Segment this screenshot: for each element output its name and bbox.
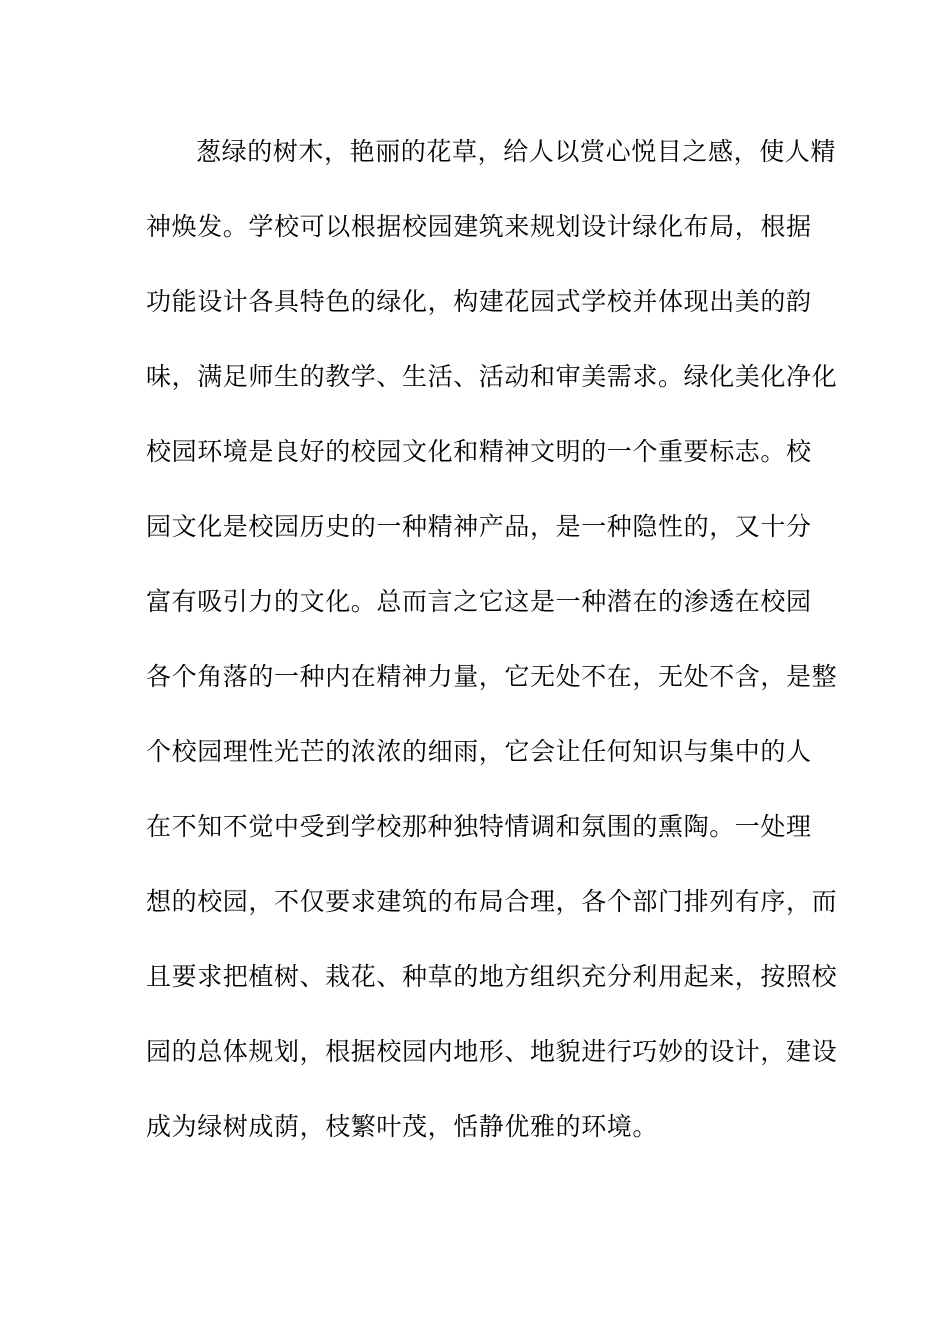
paragraph-line: 园文化是校园历史的一种精神产品，是一种隐性的，又十分 [146,512,812,541]
paragraph-line: 且要求把植树、栽花、种草的地方组织充分利用起来，按照校 [146,962,838,991]
body-paragraph [146,130,838,1180]
paragraph-line: 葱绿的树木，艳丽的花草，给人以赏心悦目之感，使人精 [196,137,837,166]
paragraph-line: 园的总体规划，根据校园内地形、地貌进行巧妙的设计，建设 [146,1037,838,1066]
paragraph-line: 味，满足师生的教学、生活、活动和审美需求。绿化美化净化 [146,362,838,391]
paragraph-line: 神焕发。学校可以根据校园建筑来规划设计绿化布局，根据 [146,212,812,241]
paragraph-line: 成为绿树成荫，枝繁叶茂，恬静优雅的环境。 [146,1112,659,1141]
paragraph-line: 富有吸引力的文化。总而言之它这是一种潜在的渗透在校园 [146,587,812,616]
paragraph-line: 个校园理性光芒的浓浓的细雨，它会让任何知识与集中的人 [146,737,812,766]
paragraph-line: 功能设计各具特色的绿化，构建花园式学校并体现出美的韵 [146,287,812,316]
paragraph-line: 校园环境是良好的校园文化和精神文明的一个重要标志。校 [146,437,812,466]
paragraph-line: 在不知不觉中受到学校那种独特情调和氛围的熏陶。一处理 [146,812,812,841]
paragraph-line: 各个角落的一种内在精神力量，它无处不在，无处不含，是整 [146,662,838,691]
paragraph-line: 想的校园，不仅要求建筑的布局合理，各个部门排列有序，而 [146,887,838,916]
